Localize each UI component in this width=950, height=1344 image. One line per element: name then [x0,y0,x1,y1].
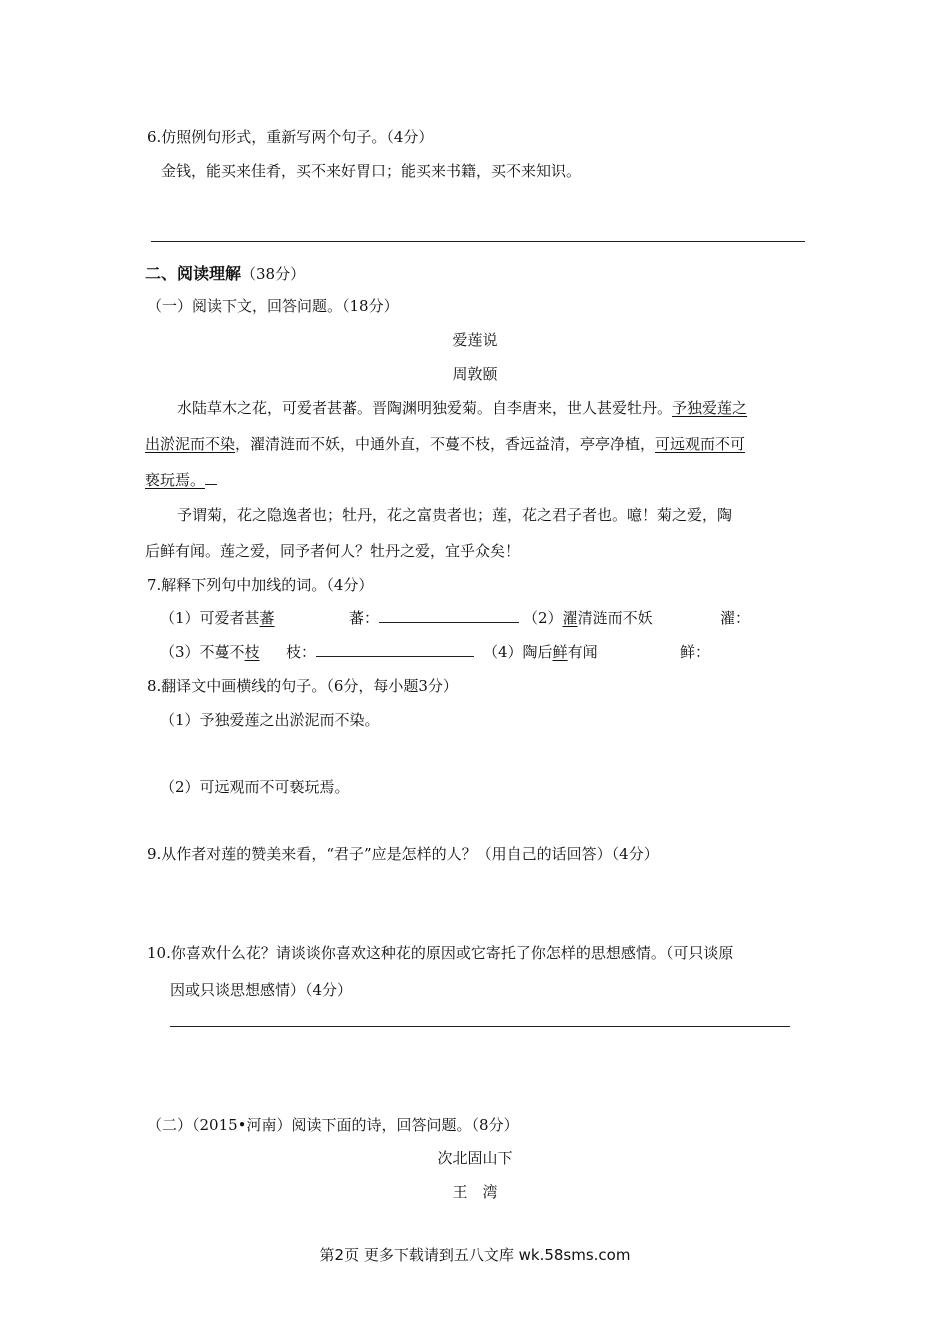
q7-item1-word: 蕃 [259,609,275,627]
q7-item3-answer [286,641,474,662]
passage-p1-underlined-d: 亵玩焉。 [145,471,206,489]
q8-sentence2: （2）可远观而不可亵玩焉。 [160,778,350,796]
section2-score: （38分） [241,265,306,283]
q7-item1 [160,607,275,628]
q7-item2-label: 濯： [720,609,751,627]
passage-p1-text-b: ，濯清涟而不妖，中通外直，不蔓不枝，香远益清，亭亭净植， [235,435,656,453]
q7-item3-word: 枝 [244,643,260,661]
part2-author: 王 湾 [452,1183,498,1201]
q10-question-line1: 10.你喜欢什么花？请谈谈你喜欢这种花的原因或它寄托了你怎样的思想感情。（可只谈原 [147,944,734,962]
q7-item1-blank[interactable] [379,608,519,623]
part1-poem-title: 爱莲说 [452,331,498,349]
q6-example: 金钱，能买来佳肴，买不来好胃口；能买来书籍，买不来知识。 [161,162,582,180]
q9-question: 9.从作者对莲的赞美来看，“君子”应是怎样的人？（用自己的话回答）（4分） [147,845,659,863]
passage-p2-line1: 予谓菊，花之隐逸者也；牡丹，花之富贵者也；莲，花之君子者也。噫！菊之爱，陶 [177,506,733,524]
q10-answer-line[interactable] [170,1026,790,1027]
q7-item1-text: （1）可爱者甚 [160,609,260,627]
q6-answer-line [151,241,805,242]
passage-p1-line2 [145,433,745,454]
q7-item1-answer [349,607,519,628]
passage-p2-line2: 后鲜有闻。莲之爱，同予者何人？牡丹之爱，宜乎众矣！ [145,542,521,560]
part2-instruction: （二）（2015•河南）阅读下面的诗，回答问题。（8分） [147,1116,519,1134]
q7-item2-text: 清涟而不妖 [577,609,653,627]
passage-p1-text-a: 水陆草木之花，可爱者甚蕃。晋陶渊明独爱菊。自李唐来，世人甚爱牡丹。 [177,399,673,417]
q8-sentence1: （1）予独爱莲之出淤泥而不染。 [160,711,380,729]
part1-author: 周敦颐 [452,365,498,383]
passage-p1-underlined-c: 可远观而不可 [655,435,746,453]
q7-item2-word: 濯 [562,609,578,627]
part2-poem-title: 次北固山下 [437,1149,513,1167]
q7-item3 [160,641,260,662]
q6-question: 6.仿照例句形式，重新写两个句子。（4分） [147,128,434,146]
section2-title: 二、阅读理解 [145,264,242,283]
q7-item3-text: （3）不蔓不 [160,643,245,661]
q7-item4-word: 鲜 [552,643,568,661]
q10-question-line2: 因或只谈思想感情）（4分） [170,981,353,999]
q8-question: 8.翻译文中画横线的句子。（6分，每小题3分） [147,677,458,695]
q7-question: 7.解释下列句中加线的词。（4分） [147,576,374,594]
passage-p1-underlined-a: 予独爱莲之 [672,399,748,417]
q7-item1-label: 蕃： [349,609,380,627]
q7-item2 [523,607,653,628]
q7-item4-text-b: 有闻 [567,643,598,661]
section2-heading [145,261,305,284]
q7-item4-text: （4）陶后 [483,643,553,661]
q7-item3-blank[interactable] [316,642,474,657]
q7-item4-label: 鲜： [680,643,711,661]
passage-p1-underlined-b: 出淤泥而不染 [145,435,236,453]
part1-instruction: （一）阅读下文，回答问题。（18分） [147,297,399,315]
q7-item4 [483,641,598,662]
passage-p1-line3 [145,469,217,490]
passage-p1-line1 [177,397,747,418]
q7-item3-label: 枝： [286,643,317,661]
q7-item2-num: （2） [523,609,563,627]
page-footer: 第2页 更多下载请到五八文库 wk.58sms.com [319,1246,631,1264]
